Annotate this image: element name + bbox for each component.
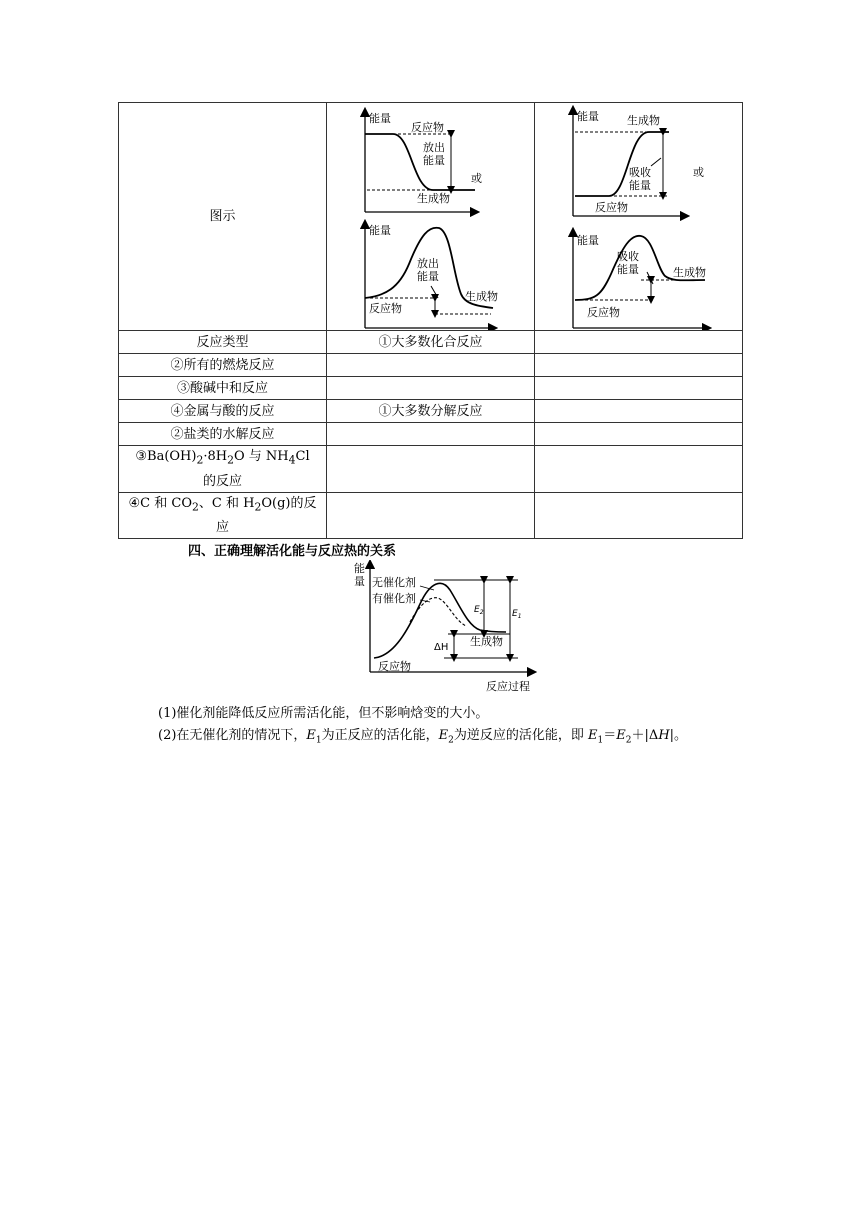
label-reactant: 反应物 [378,660,411,673]
diagram-x-label: 反应过程 [486,680,530,693]
fig-b-start-label: 反应物 [595,200,628,214]
fig-exothermic-hump [365,223,498,328]
cell-combination: ①大多数化合反应 [327,331,535,354]
cell-carbon-reactions: ④C 和 $CO_2$、C 和 $H_2O(g)$的反 应 [119,492,327,539]
cell-empty [535,354,743,377]
fig-a-delta-label-2: 能量 [423,153,445,167]
cell-combustion: ②所有的燃烧反应 [119,354,327,377]
fig-a-delta-label-1: 放出 [423,140,445,154]
label-e2: $E_2$ [474,605,484,616]
fig-exothermic-step [365,111,482,212]
fig-d-start-label: 反应物 [587,305,620,319]
cell-neutralization: ③酸碱中和反应 [119,377,327,400]
endothermic-svg [535,104,741,330]
cell-empty [535,446,743,493]
fig-b-delta-label-2: 能量 [629,178,651,192]
fig-b-delta-label-1: 吸收 [629,165,651,179]
cell-empty [535,331,743,354]
fig-c-y-label: 能量 [369,223,391,237]
cell-empty [327,446,535,493]
fig-a-y-label: 能量 [369,111,391,125]
fig-d-y-label: 能量 [577,233,599,247]
section-heading: 四、正确理解活化能与反应热的关系 [188,544,397,559]
fig-b-or-label: 或 [693,165,704,179]
exothermic-figures [327,103,535,331]
diagram-y-label-1: 能 [354,562,365,575]
label-delta-h: ΔH [434,642,449,653]
cell-empty [535,400,743,423]
fig-b-end-label: 生成物 [627,113,660,127]
cell-decomposition: ①大多数分解反应 [327,400,535,423]
diagram-y-label-2: 量 [354,575,365,588]
label-catalyzed: 有催化剂 [372,592,416,605]
paragraph-energy-relation: (2)在无催化剂的情况下，$E_1$为正反应的活化能，$E_2$为逆反应的活化能，即 $E_1=E_2+|\Delta H|$。 [158,728,688,746]
fig-a-or-label: 或 [471,171,482,185]
cell-empty [535,492,743,539]
cell-empty [535,377,743,400]
fig-d-end-label: 生成物 [673,265,706,279]
cell-empty [327,492,535,539]
cell-metal-acid: ④金属与酸的反应 [119,400,327,423]
figure-row-label: 图示 [119,103,327,331]
fig-b-y-label: 能量 [577,109,599,123]
fig-c-delta-label-2: 能量 [417,269,439,283]
fig-c-start-label: 反应物 [369,301,402,315]
endothermic-figures [535,103,743,331]
fig-a-end-label: 生成物 [417,191,450,205]
activation-energy-diagram [350,560,540,694]
cell-empty [327,423,535,446]
fig-d-delta-label-2: 能量 [617,262,639,276]
cell-reaction-type: 反应类型 [119,331,327,354]
label-uncatalyzed: 无催化剂 [372,576,416,589]
cell-baoh2-nh4cl: $③Ba(OH)_2\cdot 8H_2O$ 与 $NH_4Cl$ 的反应 [119,446,327,493]
fig-c-delta-label-1: 放出 [417,256,439,270]
cell-empty [327,377,535,400]
cell-empty [327,354,535,377]
label-e1: $E_1$ [512,609,522,620]
fig-endothermic-hump [573,232,707,328]
fig-endothermic-step [573,109,704,216]
exothermic-svg [327,104,533,330]
fig-c-end-label: 生成物 [465,289,498,303]
cell-salt-hydrolysis: ②盐类的水解反应 [119,423,327,446]
fig-d-delta-label-1: 吸收 [617,249,639,263]
paragraph-catalyst: (1)催化剂能降低反应所需活化能，但不影响焓变的大小。 [158,706,489,721]
label-product: 生成物 [470,635,503,648]
fig-a-start-label: 反应物 [411,120,444,134]
energy-table [118,102,743,539]
cell-empty [535,423,743,446]
